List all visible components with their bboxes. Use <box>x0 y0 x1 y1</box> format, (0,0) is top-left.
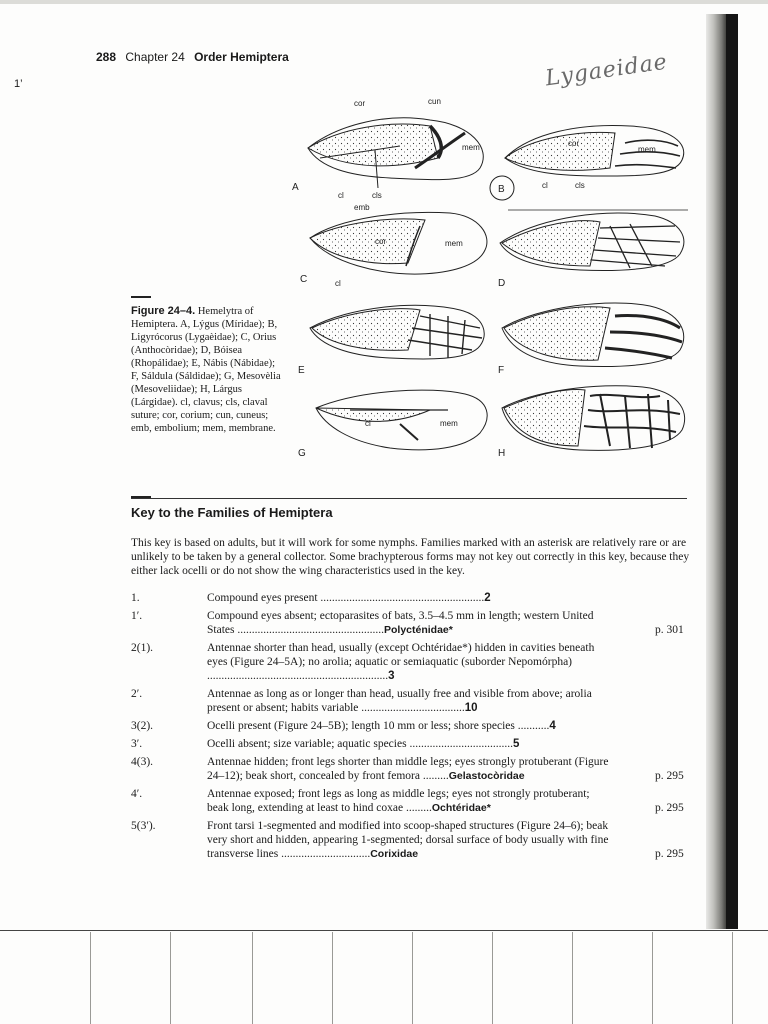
key-leader-dots: ........... <box>517 720 550 732</box>
key-entry <box>131 719 691 733</box>
figure-caption-text: Hemelytra of Hemiptera. A, Lýgus (Míridae); B, Ligyrócorus (Lygaèidae); C, Orius (Anthocòridae); D, Bóisea (Rhopálidae); E, Nábis (Nábidae); F, Sáldula (Sáldidae); G, Mesovèlia (Mesoveliidae); H, Lárgus (Lárgidae). cl, clavus; cls, claval suture; cor, corium; cun, cuneus; emb, embolium; mem, membrane. <box>131 306 281 434</box>
key-description: Antennae shorter than head, usually (except Ochtéridae*) hidden in cavities beneath eyes (Figure 24–5A); no arolia; aquatic or semiaquatic (suborder Nepomórpha) <box>207 642 595 668</box>
wing-g-labels <box>298 419 458 459</box>
svg-text:mem: mem <box>638 145 656 154</box>
key-description: Compound eyes present <box>207 592 321 604</box>
key-lead: Corixidae <box>370 848 419 860</box>
svg-text:A: A <box>292 182 299 193</box>
key-entry <box>131 591 691 605</box>
section-rule <box>131 498 687 499</box>
page-top-edge <box>0 0 768 4</box>
chapter-label: Chapter 24 <box>125 50 185 64</box>
chapter-title: Order Hemiptera <box>194 50 289 64</box>
key-leader-dots: ......................................................... <box>320 592 485 604</box>
wing-b <box>490 125 684 200</box>
key-description: Antennae exposed; front legs as long as middle legs; eyes not strongly protuberant; beak long, extending at least to hind coxae <box>207 788 590 814</box>
key-number: 5(3′). <box>131 820 156 832</box>
key-number: 2′. <box>131 688 143 700</box>
key-number: 3′. <box>131 738 143 750</box>
key-text <box>207 737 613 751</box>
svg-text:cls: cls <box>372 191 382 200</box>
key-text <box>207 719 613 733</box>
wing-a <box>308 118 483 188</box>
svg-text:B: B <box>498 184 505 195</box>
key-page-ref: p. 301 <box>655 624 684 636</box>
key-text <box>207 787 613 815</box>
key-lead: Gelastocòridae <box>448 770 525 782</box>
wing-e <box>310 305 484 359</box>
key-text <box>207 609 613 637</box>
svg-text:cls: cls <box>575 181 585 190</box>
running-header <box>96 50 289 64</box>
wing-f <box>502 303 684 367</box>
key-lead: Polycténidae* <box>383 624 453 636</box>
svg-text:cor: cor <box>568 139 580 148</box>
key-entry <box>131 737 691 751</box>
key-description: Antennae as long as or longer than head, usually free and visible from above; arolia present or absent; habits variable <box>207 688 592 714</box>
figure-rule <box>131 296 151 298</box>
margin-mark: 1’ <box>14 78 23 90</box>
wing-d <box>500 213 684 270</box>
key-leader-dots: ......... <box>405 802 432 814</box>
key-lead: 10 <box>464 702 478 714</box>
svg-text:cor: cor <box>354 99 366 108</box>
figure-caption <box>131 305 281 435</box>
key-lead: Ochtéridae* <box>431 802 491 814</box>
key-text <box>207 591 613 605</box>
figure-hemelytra <box>280 88 700 468</box>
key-lead: 3 <box>388 670 395 682</box>
key-description: Ocelli absent; size variable; aquatic species <box>207 738 410 750</box>
key-page-ref: p. 295 <box>655 802 684 814</box>
key-lead: 5 <box>512 738 520 750</box>
svg-text:mem: mem <box>440 419 458 428</box>
svg-text:cl: cl <box>338 191 344 200</box>
key-page-ref: p. 295 <box>655 848 684 860</box>
svg-text:mem: mem <box>445 239 463 248</box>
svg-text:emb: emb <box>354 203 370 212</box>
key-number: 1. <box>131 592 140 604</box>
key-number: 4(3). <box>131 756 154 768</box>
svg-text:cor: cor <box>375 237 387 246</box>
svg-text:cl: cl <box>542 181 548 190</box>
key-leader-dots: ................................................... <box>237 624 384 636</box>
key-leader-dots: .................................... <box>361 702 465 714</box>
page-number: 288 <box>96 50 117 64</box>
key-leader-dots: ............................................................... <box>207 670 389 682</box>
key-number: 4′. <box>131 788 143 800</box>
bottom-rule <box>0 930 768 931</box>
key-leader-dots: ......... <box>422 770 449 782</box>
svg-text:C: C <box>300 274 308 285</box>
key-entry <box>131 609 691 637</box>
key-entry <box>131 755 691 783</box>
svg-text:cun: cun <box>428 97 441 106</box>
section-intro: This key is based on adults, but it will work for some nymphs. Families marked with an asterisk are relatively rare or are unlikely to be taken by a general collector. Some brachypterous forms may not key out correctly in this key, because they either lack ocelli or do not show the wing characteristics used in the key. <box>131 537 690 577</box>
key-entry <box>131 687 691 715</box>
svg-text:cl: cl <box>335 279 341 288</box>
key-leader-dots: ............................... <box>281 848 371 860</box>
binding-shadow <box>706 14 728 929</box>
svg-text:mem: mem <box>462 143 480 152</box>
binding-spine <box>726 14 738 929</box>
key-page-ref: p. 295 <box>655 770 684 782</box>
key-leader-dots: .................................... <box>409 738 513 750</box>
key-description: Front tarsi 1-segmented and modified into scoop-shaped structures (Figure 24–6); beak very short and hidden, appearing 1-segmented; dorsal surface of body usually with fine transverse lines <box>207 820 609 860</box>
svg-text:cl: cl <box>365 419 371 428</box>
key-text <box>207 755 613 783</box>
key-text <box>207 641 613 683</box>
label-d: D <box>498 278 506 289</box>
key-text <box>207 687 613 715</box>
key-text <box>207 819 613 861</box>
key-number: 3(2). <box>131 720 154 732</box>
key-lead: 4 <box>549 720 556 732</box>
key-description: Antennae hidden; front legs shorter than middle legs; eyes strongly protuberant (Figure 24–12); beak short, concealed by front femora <box>207 756 609 782</box>
key-lead: 2 <box>484 592 491 604</box>
key-description: Ocelli present (Figure 24–5B); length 10 mm or less; shore species <box>207 720 518 732</box>
label-e: E <box>298 365 305 376</box>
wing-h <box>502 386 685 451</box>
key-number: 1′. <box>131 610 143 622</box>
key-number: 2(1). <box>131 642 154 654</box>
key-entry <box>131 641 691 683</box>
family-key <box>131 591 691 865</box>
figure-label: Figure 24–4. <box>131 305 196 317</box>
section-title: Key to the Families of Hemiptera <box>131 505 333 520</box>
key-entry <box>131 787 691 815</box>
wing-g <box>316 390 487 450</box>
key-description: Compound eyes absent; ectoparasites of bats, 3.5–4.5 mm in length; western United States <box>207 610 594 636</box>
label-h: H <box>498 448 506 459</box>
handwritten-note: Lygaeidae <box>543 49 670 92</box>
hemelytra-drawing <box>280 88 700 468</box>
label-f: F <box>498 365 505 376</box>
svg-text:G: G <box>298 448 306 459</box>
key-entry <box>131 819 691 861</box>
